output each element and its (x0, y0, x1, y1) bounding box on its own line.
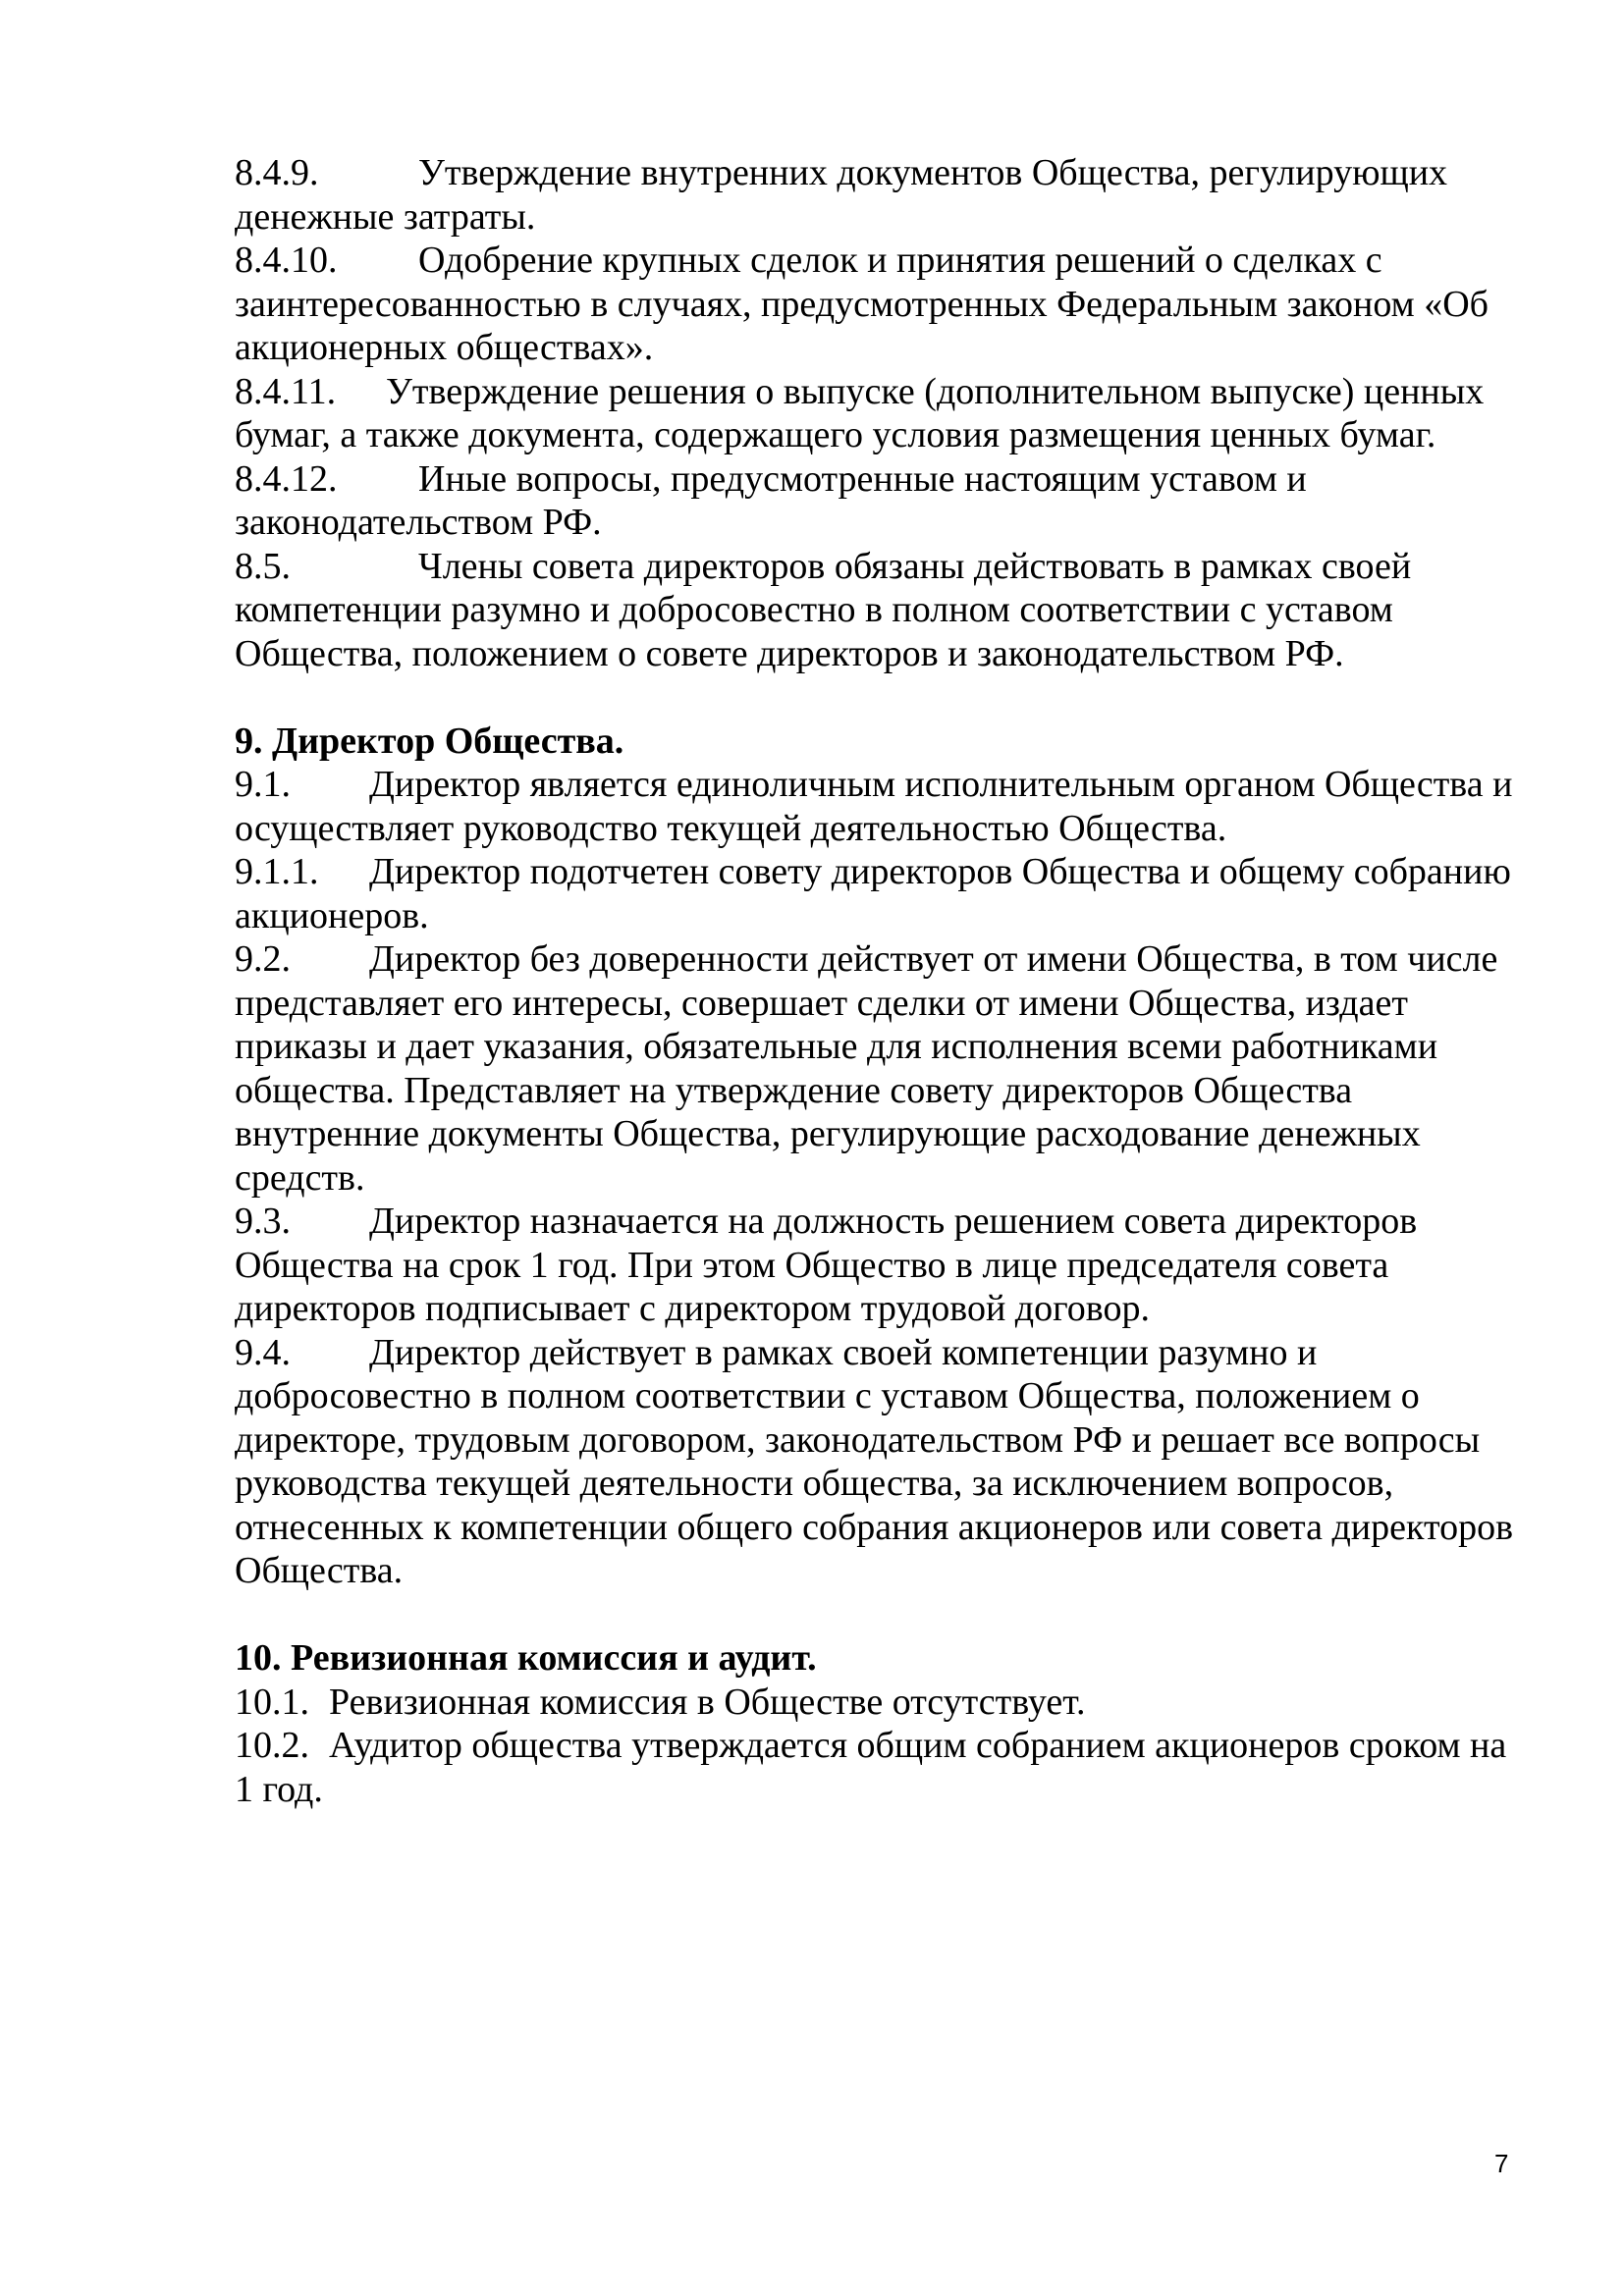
spacer (235, 675, 1521, 720)
paragraph-number: 8.4.9. (235, 152, 319, 193)
paragraph-text: Директор является единоличным исполнительным органом Общества и осуществляет руководство текущей деятельностью Общества. (235, 764, 1513, 849)
paragraph-text: Директор подотчетен совету директоров Общества и общему собранию акционеров. (235, 851, 1511, 936)
paragraph-8-4-9 (235, 151, 1521, 239)
paragraph-9-3 (235, 1200, 1521, 1331)
paragraph-number: 9.1. (235, 764, 291, 805)
paragraph-text: Иные вопросы, предусмотренные настоящим уставом и законодательством РФ. (235, 457, 1307, 543)
paragraph-number: 8.4.10. (235, 240, 338, 281)
paragraph-10-2 (235, 1724, 1521, 1811)
paragraph-9-4 (235, 1331, 1521, 1593)
section-heading-9: 9. Директор Общества. (235, 720, 624, 762)
paragraph-text: Аудитор общества утверждается общим собранием акционеров сроком на 1 год. (235, 1725, 1507, 1810)
paragraph-number: 8.5. (235, 545, 291, 587)
paragraph-text: Директор действует в рамках своей компетенции разумно и добросовестно в полном соответствии с уставом Общества, положением о директоре, трудовым договором, законодательством РФ и решает все вопросы руководства текущей деятельности общества, за исключением вопросов, отнесенных к компетенции общего собрания акционеров или совета директоров Общества. (235, 1331, 1514, 1591)
paragraph-number: 10.1. (235, 1681, 309, 1723)
paragraph-9-1 (235, 763, 1521, 850)
paragraph-text: Одобрение крупных сделок и принятия решений о сделках с заинтересованностью в случаях, предусмотренных Федеральным законом «Об акционерных обществах». (235, 240, 1489, 368)
paragraph-number: 10.2. (235, 1725, 309, 1766)
paragraph-10-1 (235, 1681, 1521, 1725)
paragraph-8-5 (235, 545, 1521, 676)
paragraph-9-2 (235, 937, 1521, 1200)
paragraph-text: Утверждение решения о выпуске (дополнительном выпуске) ценных бумаг, а также документа, содержащего условия размещения ценных бумаг. (235, 370, 1485, 455)
section-heading-10: 10. Ревизионная комиссия и аудит. (235, 1637, 817, 1679)
spacer (235, 1593, 1521, 1637)
paragraph-number: 9.2. (235, 938, 291, 980)
paragraph-text: Директор назначается на должность решением совета директоров Общества на срок 1 год. При этом Общество в лице председателя совета директоров подписывает с директором трудовой договор. (235, 1201, 1418, 1329)
paragraph-number: 8.4.11. (235, 370, 337, 412)
paragraph-9-1-1 (235, 850, 1521, 937)
paragraph-8-4-10 (235, 239, 1521, 370)
paragraph-number: 9.3. (235, 1201, 291, 1242)
paragraph-text: Утверждение внутренних документов Общества, регулирующих денежные затраты. (235, 152, 1448, 238)
paragraph-8-4-11 (235, 370, 1521, 457)
paragraph-text: Члены совета директоров обязаны действовать в рамках своей компетенции разумно и добросовестно в полном соответствии с уставом Общества, положением о совете директоров и законодательством РФ. (235, 545, 1412, 674)
paragraph-number: 8.4.12. (235, 457, 338, 500)
document-body (235, 151, 1521, 1811)
paragraph-number: 9.4. (235, 1331, 291, 1373)
paragraph-8-4-12 (235, 457, 1521, 545)
paragraph-text: Директор без доверенности действует от имени Общества, в том числе представляет его интересы, совершает сделки от имени Общества, издает приказы и дает указания, обязательные для исполнения всеми работниками общества. Представляет на утверждение совету директоров Общества внутренние документы Общества, регулирующие расходование денежных средств. (235, 938, 1498, 1199)
page-number: 7 (1494, 2149, 1509, 2178)
paragraph-text: Ревизионная комиссия в Обществе отсутствует. (329, 1681, 1086, 1723)
paragraph-number: 9.1.1. (235, 851, 319, 892)
